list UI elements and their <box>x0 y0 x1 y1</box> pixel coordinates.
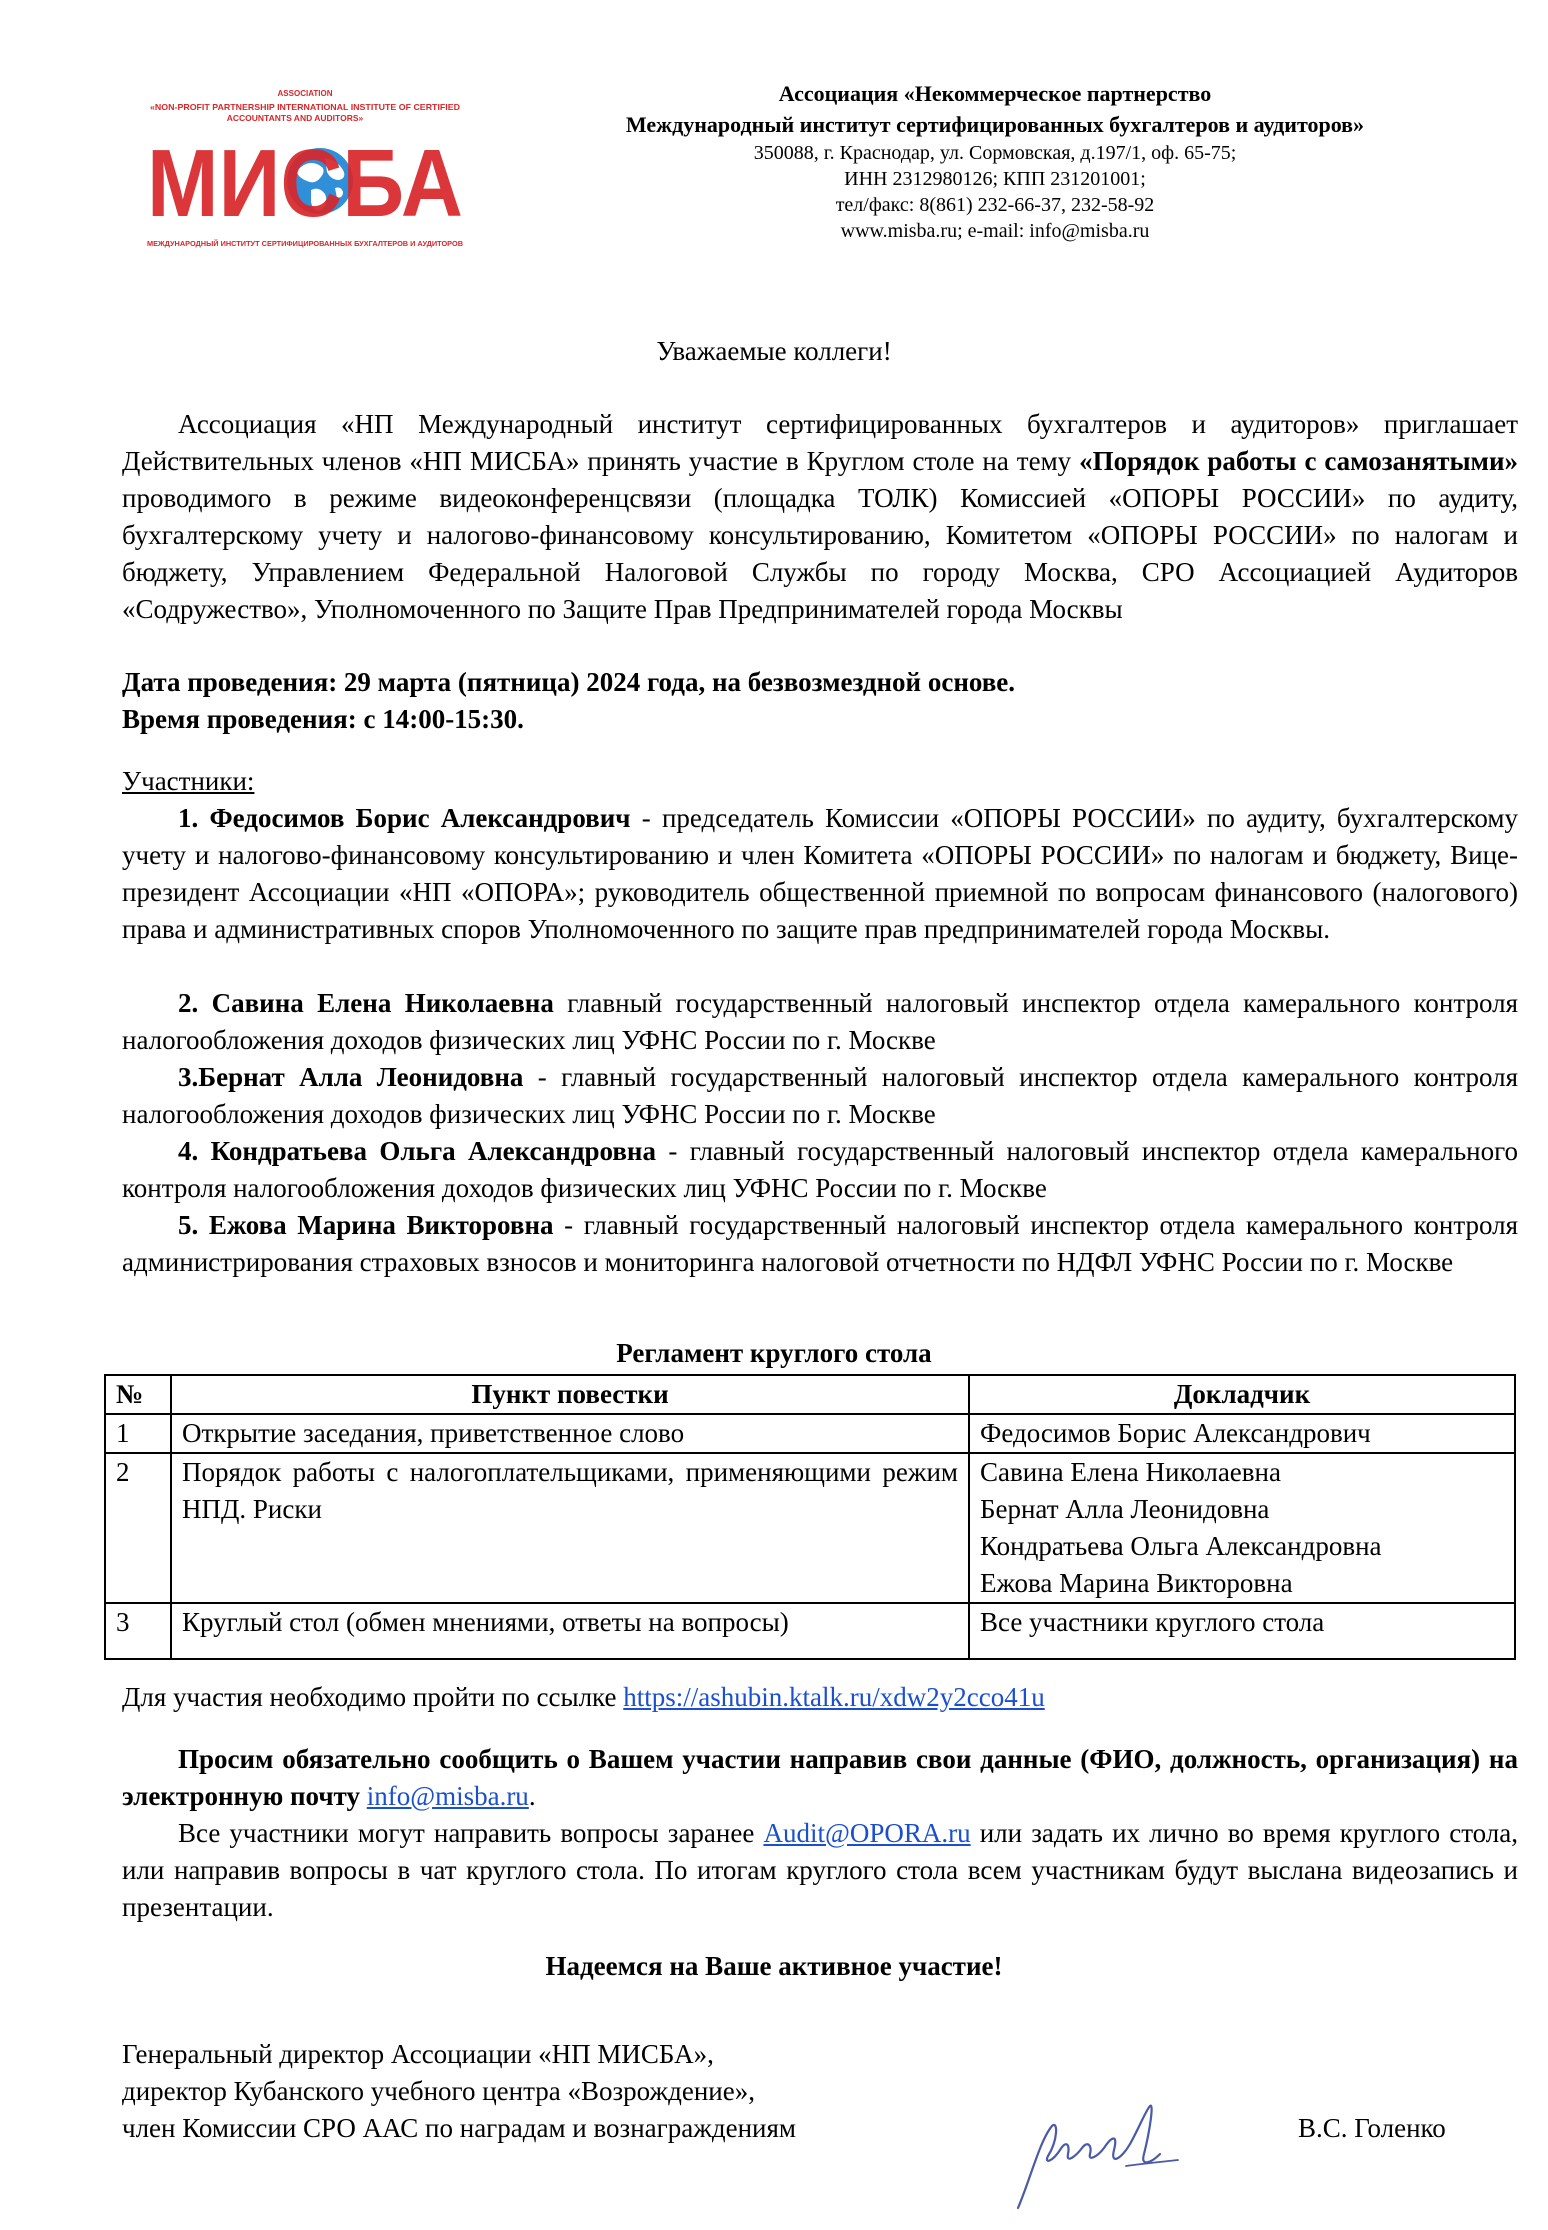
link-prefix: Для участия необходимо пройти по ссылке <box>122 1682 624 1712</box>
round-table-topic: «Порядок работы с самозанятыми» <box>1079 446 1519 476</box>
questions-paragraph <box>122 1815 1518 1926</box>
row-number: 3 <box>105 1603 171 1659</box>
participant-role: - председатель Комиссии «ОПОРЫ РОССИИ» по аудиту, бухгалтерскому учету и налогово-финансовому консультированию и член Комитета «ОПОРЫ РОССИИ» по налогам и бюджету, Вице-президент Ассоциации «НП «ОПОРА»; руководитель общественной приемной по вопросам финансового (налогового) права и административных споров Уполномоченного по защите прав предпринимателей города Москвы. <box>122 803 1518 944</box>
logo-wordmark: МИСБА <box>147 130 463 237</box>
participant-role: - главный государственный налоговый инспектор отдела камерального контроля налогообложения доходов физических лиц УФНС России по г. Москве <box>122 1062 1518 1129</box>
questions-text-2: или задать их лично во время круглого стола, или направив вопросы в чат круглого стола. По итогам круглого стола всем участникам будут выслана видеозапись и презентации. <box>122 1818 1518 1922</box>
signatory-title-3: член Комиссии СРО ААС по наградам и вознаграждениям <box>122 2113 796 2143</box>
participant-name: 5. Ежова Марина Викторовна <box>178 1210 554 1240</box>
logo-english-name-2: ACCOUNTANTS AND AUDITORS» <box>226 113 364 123</box>
speaker-name: Савина Елена Николаевна <box>980 1457 1281 1487</box>
participant-item <box>122 985 1518 1059</box>
column-header-agenda-item: Пункт повестки <box>171 1375 969 1414</box>
request-text: Просим обязательно сообщить о Вашем участии направив свои данные (ФИО, должность, организация) на электронную почту <box>122 1744 1518 1811</box>
participant-name: 4. Кондратьева Ольга Александровна <box>178 1136 656 1166</box>
request-paragraph <box>122 1741 1518 1815</box>
row-number: 2 <box>105 1453 171 1603</box>
org-header <box>470 78 1520 244</box>
agenda-item: Круглый стол (обмен мнениями, ответы на вопросы) <box>171 1603 969 1659</box>
logo-english-name-1: «NON-PROFIT PARTNERSHIP INTERNATIONAL INSTITUTE OF CERTIFIED <box>150 102 460 112</box>
signatory-name: В.С. Голенко <box>1298 2113 1446 2143</box>
signatory-title-1: Генеральный директор Ассоциации «НП МИСБА», <box>122 2039 714 2069</box>
link-line <box>122 1679 1518 1716</box>
table-row <box>105 1414 1515 1453</box>
participant-name: 3.Бернат Алла Леонидовна <box>178 1062 524 1092</box>
event-time: Время проведения: с 14:00-15:30. <box>122 704 524 734</box>
questions-text-1: Все участники могут направить вопросы заранее <box>178 1818 764 1848</box>
agenda-item: Открытие заседания, приветственное слово <box>171 1414 969 1453</box>
org-inn-kpp: ИНН 2312980126; КПП 231201001; <box>844 168 1146 190</box>
logo-association-text: ASSOCIATION <box>277 89 333 98</box>
table-row <box>105 1603 1515 1659</box>
org-name-line-2: Международный институт сертифицированных бухгалтеров и аудиторов» <box>625 112 1365 137</box>
participant-item <box>122 1207 1518 1281</box>
org-address: 350088, г. Краснодар, ул. Сормовская, д.197/1, оф. 65-75; <box>753 142 1237 164</box>
table-header-row <box>105 1375 1515 1414</box>
participant-item <box>122 800 1518 948</box>
signatory-title-2: директор Кубанского учебного центра «Возрождение», <box>122 2076 755 2106</box>
questions-email-link[interactable]: Audit@OPORA.ru <box>763 1818 971 1848</box>
request-email-link[interactable]: info@misba.ru <box>366 1781 529 1811</box>
intro-text-2: проводимого в режиме видеоконференцсвязи (площадка ТОЛК) Комиссией «ОПОРЫ РОССИИ» по аудиту, бухгалтерскому учету и налогово-финансовому консультированию, Комитетом «ОПОРЫ РОССИИ» по налогам и бюджету, Управлением Федеральной Налоговой Службы по городу Москва, СРО Ассоциацией Аудиторов «Содружество», Уполномоченного по Защите Прав Предпринимателей города Москвы <box>122 483 1518 624</box>
speaker-name: Федосимов Борис Александрович <box>980 1418 1371 1448</box>
row-number: 1 <box>105 1414 171 1453</box>
closing-line: Надеемся на Ваше активное участие! <box>545 1951 1003 1981</box>
table-row <box>105 1453 1515 1603</box>
intro-text-1: Ассоциация «НП Международный институт сертифицированных бухгалтеров и аудиторов» приглашает Действительных членов «НП МИСБА» принять участие в Круглом столе на тему <box>122 409 1518 476</box>
speaker-name: Все участники круглого стола <box>980 1607 1325 1637</box>
schedule-table <box>104 1374 1516 1660</box>
schedule-title: Регламент круглого стола <box>616 1338 932 1368</box>
org-name-line-1: Ассоциация «Некоммерческое партнерство <box>778 81 1212 106</box>
intro-paragraph <box>122 406 1518 628</box>
column-header-number: № <box>105 1375 171 1414</box>
misba-logo <box>145 86 465 256</box>
org-phone: тел/факс: 8(861) 232-66-37, 232-58-92 <box>835 194 1155 216</box>
speaker-name: Ежова Марина Викторовна <box>980 1568 1293 1598</box>
participant-role: - главный государственный налоговый инспектор отдела камерального контроля налогообложения доходов физических лиц УФНС России по г. Москве <box>122 1136 1518 1203</box>
speaker-cell <box>969 1453 1515 1603</box>
speaker-cell <box>969 1603 1515 1659</box>
participants-heading: Участники: <box>122 766 255 796</box>
greeting: Уважаемые коллеги! <box>656 336 892 366</box>
request-end: . <box>528 1781 536 1811</box>
participant-role: главный государственный налоговый инспектор отдела камерального контроля налогообложения доходов физических лиц УФНС России по г. Москве <box>122 988 1519 1055</box>
meeting-link[interactable]: https://ashubin.ktalk.ru/xdw2y2cco41u <box>623 1682 1045 1712</box>
participant-role: - главный государственный налоговый инспектор отдела камерального контроля администрирования страховых взносов и мониторинга налоговой отчетности по НДФЛ УФНС России по г. Москве <box>122 1210 1518 1277</box>
event-date: Дата проведения: 29 марта (пятница) 2024 года, на безвозмездной основе. <box>122 667 1016 697</box>
handwritten-signature <box>1000 2070 1210 2220</box>
speaker-name: Кондратьева Ольга Александровна <box>980 1531 1382 1561</box>
org-web-email: www.misba.ru; e-mail: info@misba.ru <box>840 220 1150 242</box>
participant-name: 2. Савина Елена Николаевна <box>178 988 554 1018</box>
agenda-item: Порядок работы с налогоплательщиками, применяющими режим НПД. Риски <box>171 1453 969 1603</box>
signatory-block <box>122 2036 796 2147</box>
column-header-speaker: Докладчик <box>969 1375 1515 1414</box>
speaker-name: Бернат Алла Леонидовна <box>980 1494 1270 1524</box>
participant-item <box>122 1133 1518 1207</box>
participant-name: 1. Федосимов Борис Александрович <box>178 803 631 833</box>
logo-russian-caption: МЕЖДУНАРОДНЫЙ ИНСТИТУТ СЕРТИФИЦИРОВАННЫХ БУХГАЛТЕРОВ И АУДИТОРОВ <box>147 239 463 248</box>
participant-item <box>122 1059 1518 1133</box>
speaker-cell <box>969 1414 1515 1453</box>
